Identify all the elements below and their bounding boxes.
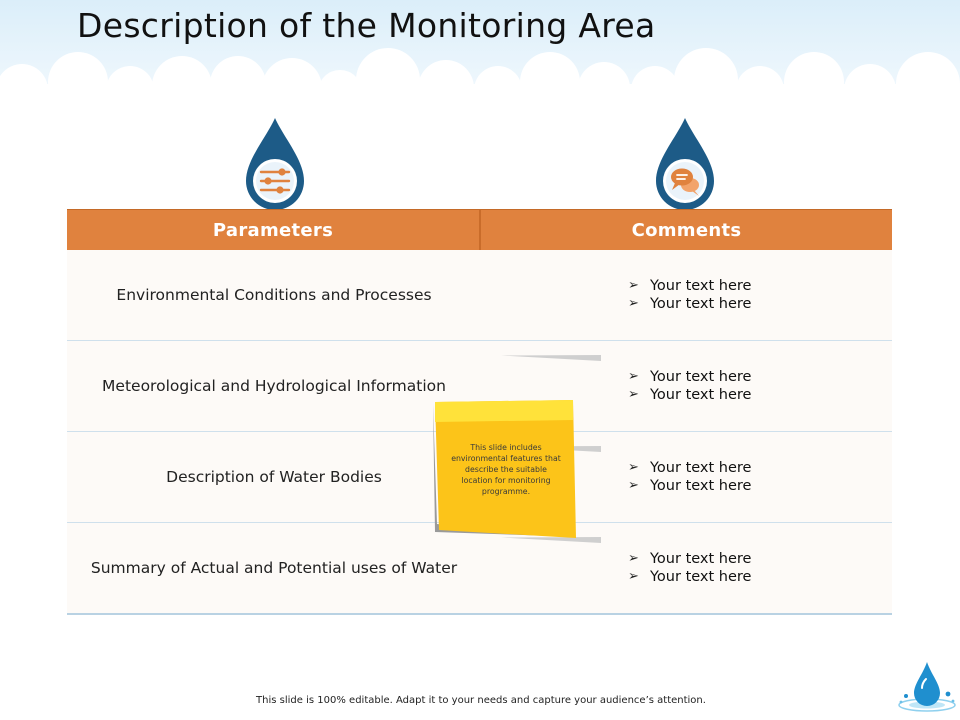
header-comments: Comments <box>631 219 742 241</box>
arrow-bullet-icon: ➢ <box>628 296 639 311</box>
arrow-bullet-icon: ➢ <box>628 369 639 384</box>
row-shadow-divider <box>501 355 601 361</box>
comment-bullet <box>628 368 892 386</box>
sticky-note-text: This slide includes environmental features that describe the suitable location for monitoring programme. <box>451 443 561 496</box>
page-title: Description of the Monitoring Area <box>77 6 656 45</box>
arrow-bullet-icon: ➢ <box>628 460 639 475</box>
comment-bullet <box>628 459 892 477</box>
header-parameters: Parameters <box>67 210 481 250</box>
comment-text: Your text here <box>650 278 752 294</box>
parameter-cell: Meteorological and Hydrological Information <box>102 377 446 395</box>
parameter-cell: Summary of Actual and Potential uses of Water <box>90 559 458 577</box>
arrow-bullet-icon: ➢ <box>628 569 639 584</box>
comment-text: Your text here <box>650 296 752 312</box>
arrow-bullet-icon: ➢ <box>628 551 639 566</box>
arrow-bullet-icon: ➢ <box>628 478 639 493</box>
arrow-bullet-icon: ➢ <box>628 387 639 402</box>
comment-text: Your text here <box>650 569 752 585</box>
arrow-bullet-icon: ➢ <box>628 278 639 293</box>
comment-bullet <box>628 277 892 295</box>
table-row <box>67 250 892 341</box>
comment-bullet <box>628 550 892 568</box>
sliders-icon <box>244 116 306 212</box>
comments-cell <box>481 250 892 340</box>
table-header <box>67 209 892 250</box>
comment-text: Your text here <box>650 369 752 385</box>
comment-bullet <box>628 568 892 586</box>
comment-text: Your text here <box>650 460 752 476</box>
chat-bubbles-icon <box>654 116 716 212</box>
comment-bullet <box>628 477 892 495</box>
water-drop-splash-icon <box>896 660 958 714</box>
comment-text: Your text here <box>650 478 752 494</box>
comment-text: Your text here <box>650 387 752 403</box>
footer-text: This slide is 100% editable. Adapt it to your needs and capture your audience’s attention. <box>256 695 706 706</box>
parameter-cell: Description of Water Bodies <box>166 468 382 486</box>
comment-bullet <box>628 295 892 313</box>
comment-text: Your text here <box>650 551 752 567</box>
comment-bullet <box>628 386 892 404</box>
parameter-cell: Environmental Conditions and Processes <box>116 286 432 304</box>
